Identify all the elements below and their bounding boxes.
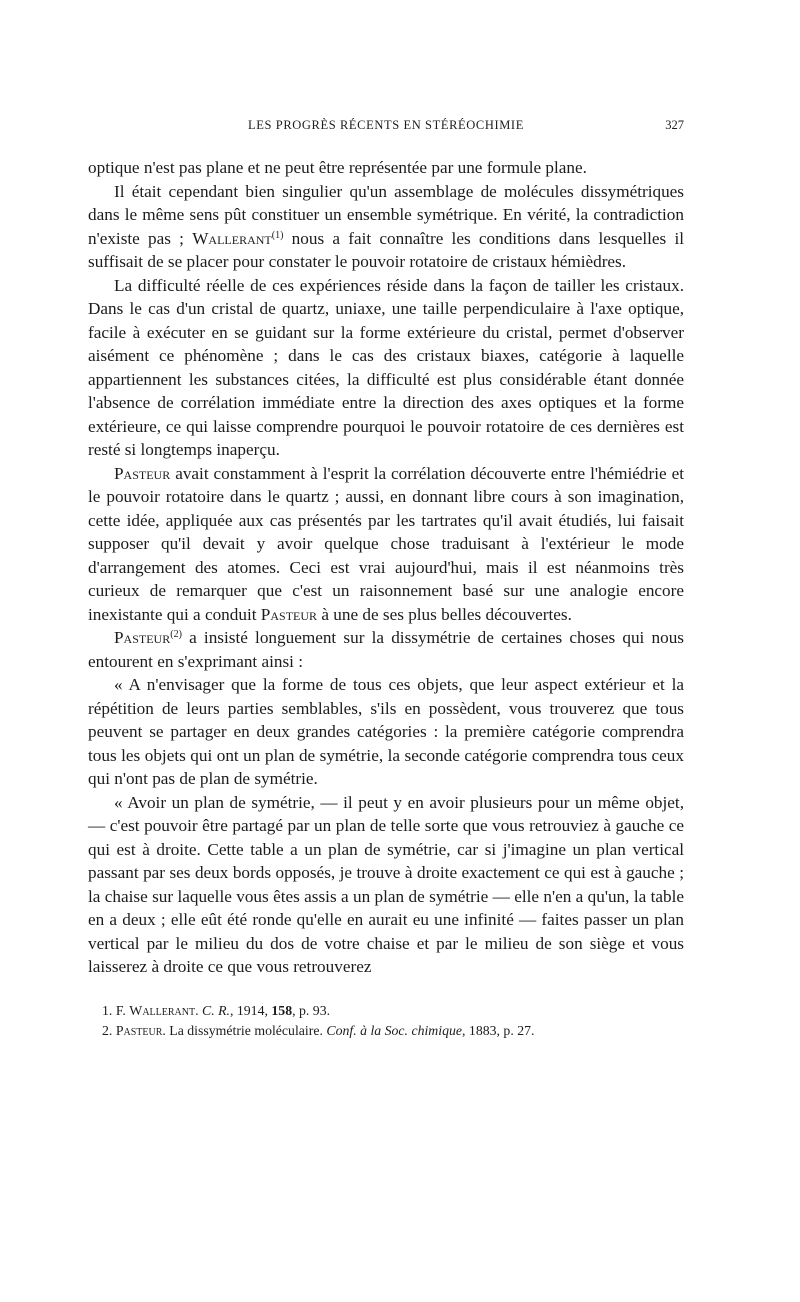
- footnote-year: , 1914,: [229, 1002, 268, 1018]
- footnote-page: , p. 93.: [292, 1002, 331, 1018]
- footnote-1: [88, 1001, 684, 1021]
- paragraph-text: avait constamment à l'esprit la corrélation découverte entre l'hémiédrie et le pouvoir rotatoire dans le quartz ; aussi, en donnant libre cours à son imagination, cette idée, appliquée aux cas présentés par les tartrates qu'il avait étudiés, lui faisait supposer qu'il devait y avoir quelque chose traduisant à l'extérieur le mode d'arrangement des atomes. Ceci est vrai aujourd'hui, mais il est néanmoins très curieux de remarquer que c'est un raisonnement basé sur une analogie encore inexistante qui a conduit: [88, 463, 685, 624]
- paragraph: La difficulté réelle de ces expériences réside dans la façon de tailler les cristaux. Dans le cas d'un cristal de quartz, uniaxe, une taille perpendiculaire à l'axe optique, facile à exécuter en se guidant sur la forme extérieure du cristal, permet d'observer aisément ce phénomène ; dans le cas des cristaux biaxes, catégorie à laquelle appartiennent les substances citées, la difficulté est plus considérable étant donnée l'absence de corrélation immédiate entre la direction des axes optiques et la forme extérieure, ce qui laisse comprendre pourquoi le pouvoir rotatoire de ces dernières est resté si longtemps inaperçu.: [88, 275, 684, 459]
- footnote-year: , 1883, p. 27.: [462, 1022, 535, 1038]
- author-name: Pasteur: [114, 628, 171, 647]
- paragraph: [88, 180, 684, 274]
- author-name: Pasteur: [114, 463, 171, 483]
- paragraph: [88, 626, 684, 673]
- paragraph-text: à une de ses plus belles découvertes.: [321, 604, 572, 624]
- footnote-number: 2.: [102, 1022, 113, 1038]
- paragraph: [88, 462, 684, 627]
- footnote-number: 1.: [102, 1002, 113, 1018]
- footnote-ref: (1): [271, 229, 284, 241]
- page-number: 327: [665, 118, 684, 132]
- footnote-author: Pasteur.: [115, 1022, 166, 1038]
- footnote-journal: C. R.: [202, 1002, 230, 1018]
- footnotes: [88, 1001, 684, 1041]
- page: [88, 118, 684, 1041]
- author-name: Wallerant: [192, 228, 272, 248]
- quote-paragraph: « Avoir un plan de symétrie, — il peut y en avoir plusieurs pour un même objet, — c'est pouvoir être partagé par un plan de telle sorte que vous retrouviez à gauche ce qui est à droite. Cette table a un plan de symétrie, car si j'imagine un plan vertical passant par ses deux bords opposés, je trouve à droite exactement ce qui est à gauche ; la chaise sur laquelle vous êtes assis a un plan de symétrie — elle n'en a qu'un, la table en a deux ; elle eût été ronde qu'elle en aurait eu une infinité — faites passer un plan vertical par le milieu du dos de votre chaise et par le milieu de son siège et vous laisserez à droite ce que vous retrouverez: [88, 792, 684, 976]
- footnote-venue: Conf. à la Soc. chimique: [326, 1022, 463, 1038]
- running-title: LES PROGRÈS RÉCENTS EN STÉRÉOCHIMIE: [248, 118, 524, 132]
- paragraph: optique n'est pas plane et ne peut être représentée par une formule plane.: [88, 158, 587, 177]
- footnote-title: La dissymétrie moléculaire.: [169, 1022, 323, 1038]
- main-text: [88, 156, 684, 979]
- paragraph-text: Il était cependant bien singulier qu'un assemblage de molécules dissymétriques dans le même sens pût constituer un ensemble symétrique. En vérité, la contradiction n'existe pas ;: [88, 181, 684, 248]
- paragraph-text: nous a fait connaître les conditions dans lesquelles il suffisait de se placer pour constater le pouvoir rotatoire de cristaux hémièdres.: [88, 228, 685, 271]
- quote-paragraph: « A n'envisager que la forme de tous ces objets, que leur aspect extérieur et la répétition de leurs parties semblables, s'ils en possèdent, vous trouverez que tous peuvent se partager en deux grandes catégories : la première catégorie comprendra tous les objets qui ont un plan de symétrie, la seconde catégorie comprendra tous ceux qui n'ont pas de plan de symétrie.: [88, 675, 684, 788]
- running-header: [88, 118, 684, 138]
- paragraph-text: a insisté longuement sur la dissymétrie de certaines choses qui nous entourent en s'exprimant ainsi :: [88, 628, 684, 671]
- footnote-initial: F.: [115, 1002, 126, 1018]
- author-name: Pasteur: [260, 604, 318, 624]
- footnote-volume: 158: [271, 1002, 293, 1018]
- footnote-ref: (2): [170, 629, 182, 640]
- footnote-2: [88, 1021, 684, 1041]
- footnote-author: Wallerant.: [129, 1002, 199, 1018]
